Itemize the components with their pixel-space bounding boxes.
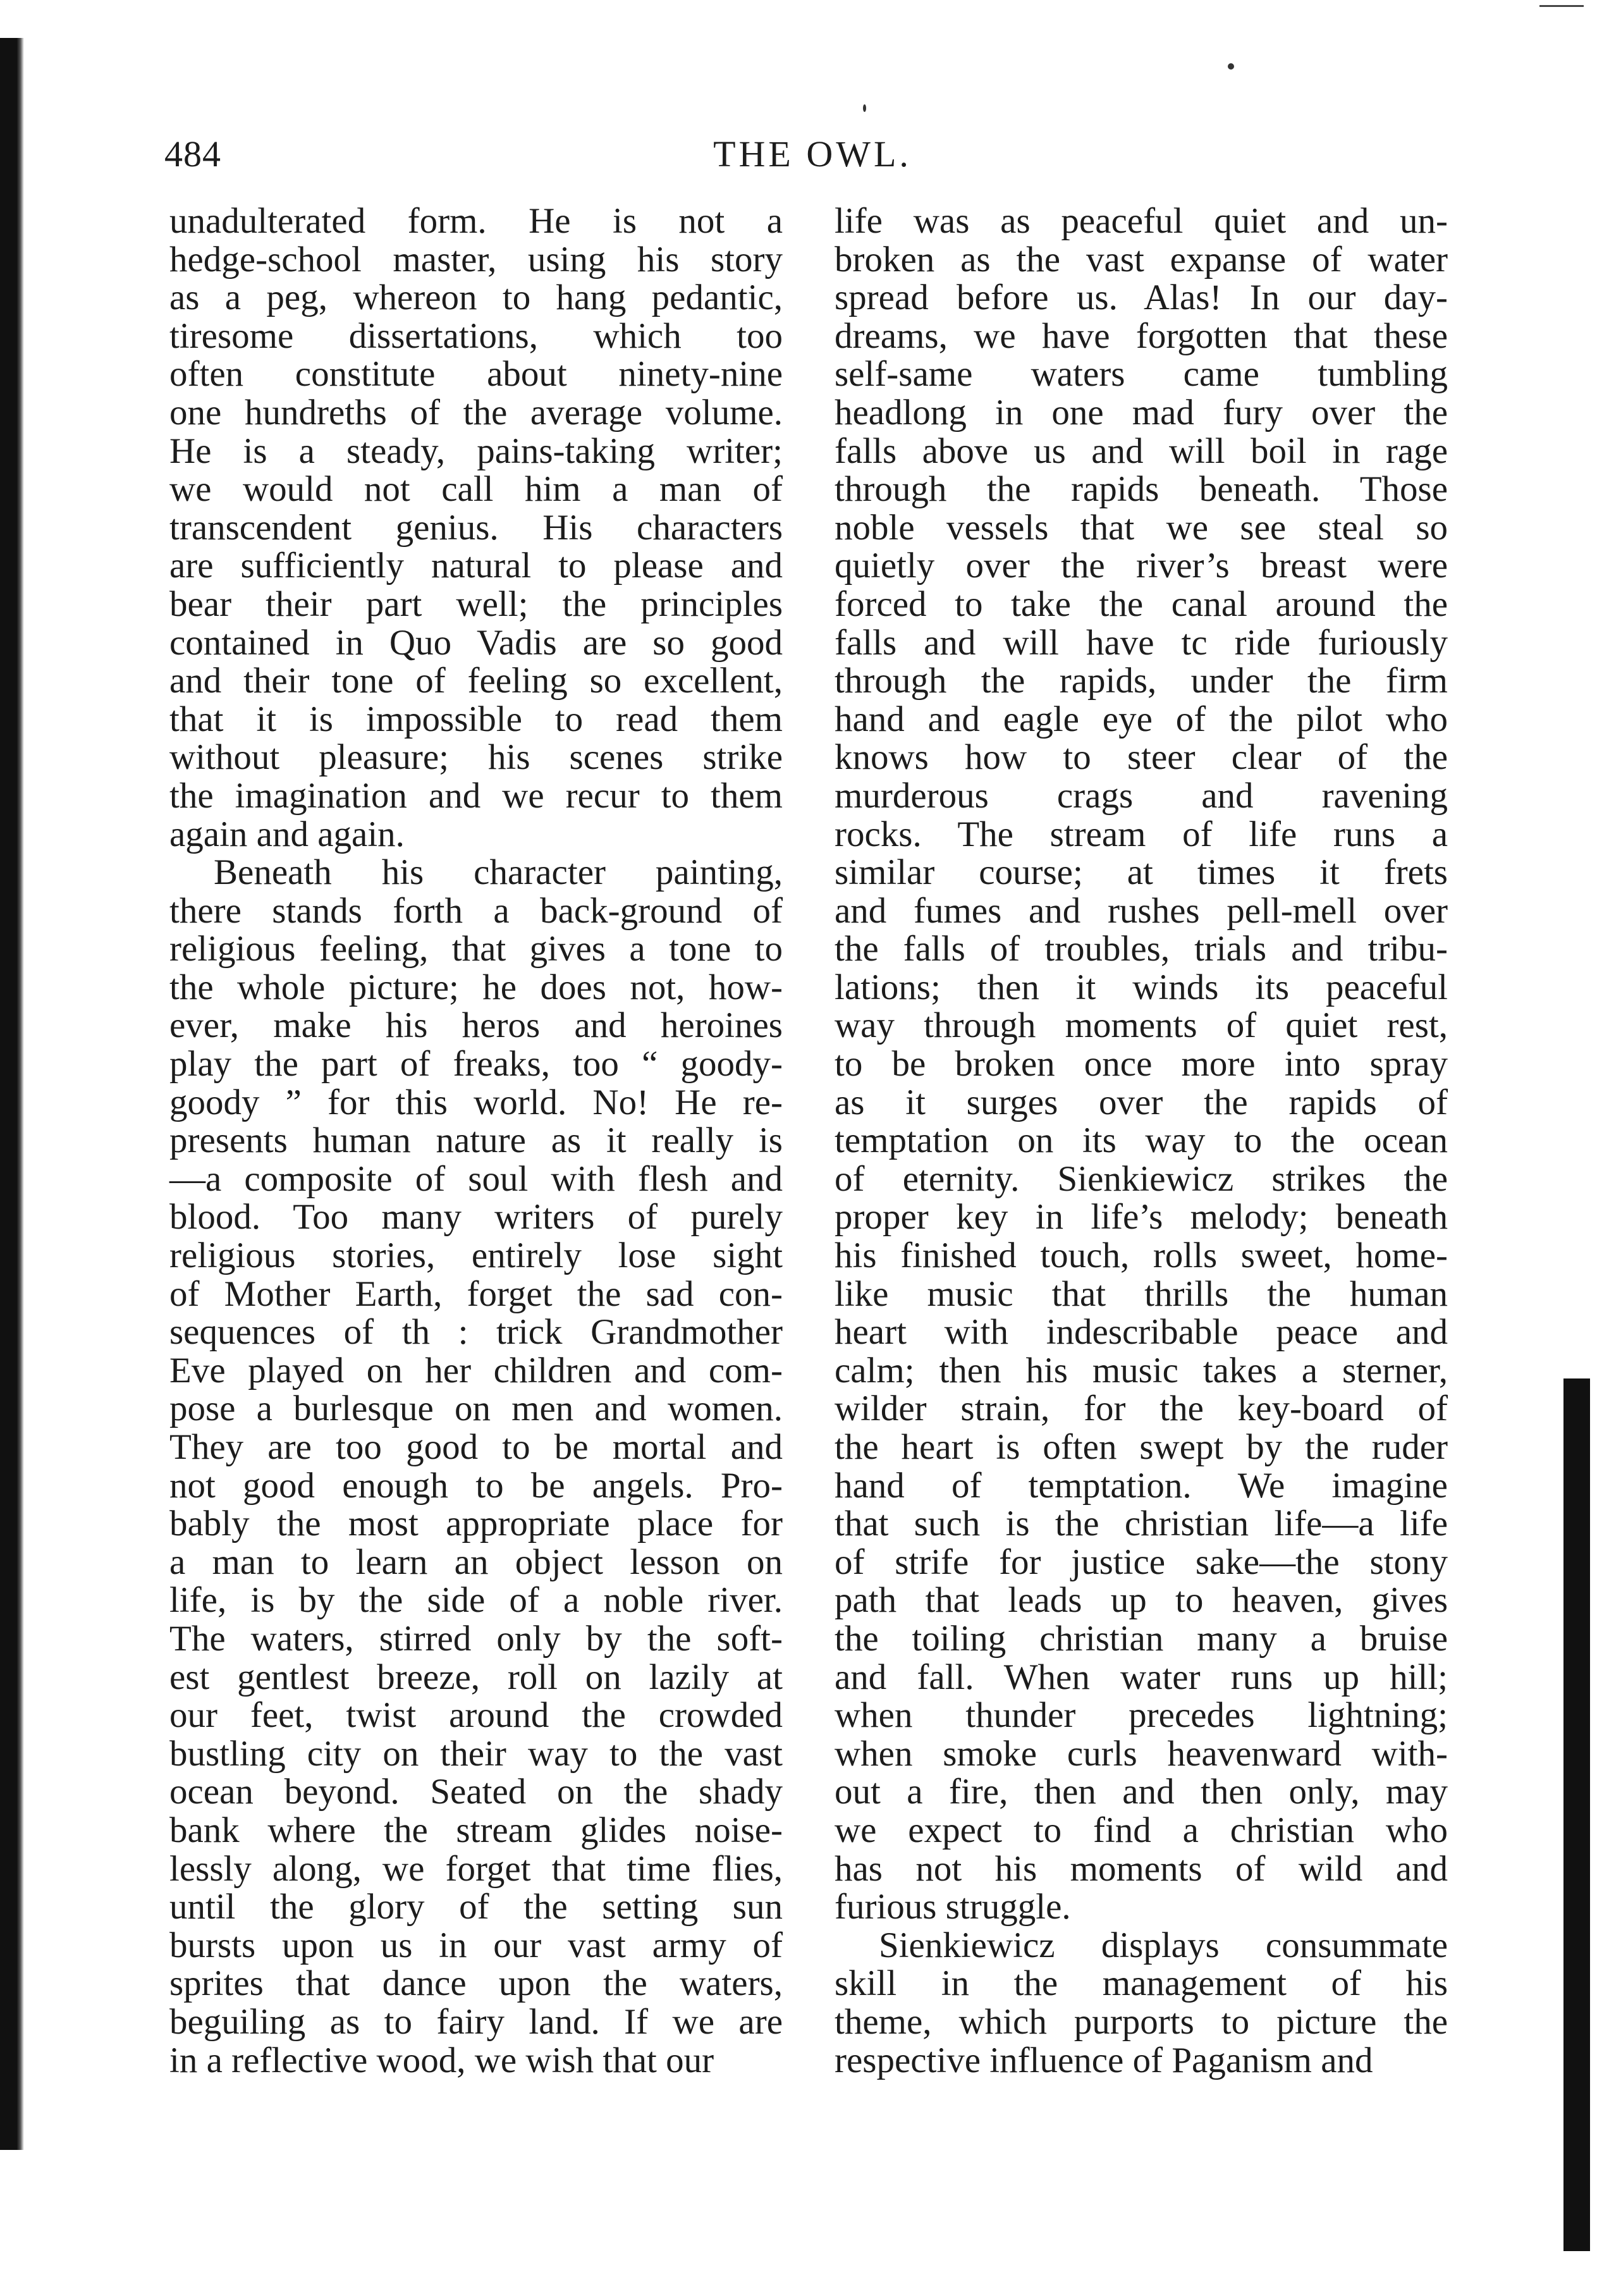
text-line: similar course; at times it frets bbox=[835, 852, 1448, 893]
text-line: of strife for justice sake—the stony bbox=[835, 1542, 1448, 1582]
text-line: and fumes and rushes pell-mell over bbox=[835, 890, 1448, 931]
text-line: proper key in life’s melody; beneath bbox=[835, 1197, 1448, 1237]
text-line: wilder strain, for the key-board of bbox=[835, 1389, 1448, 1429]
running-head: THE OWL. bbox=[713, 133, 912, 175]
text-line: sprites that dance upon the waters, bbox=[169, 1963, 783, 2004]
page-header bbox=[164, 133, 1460, 190]
text-line: broken as the vast expanse of water bbox=[835, 239, 1448, 279]
text-line: as it surges over the rapids of bbox=[835, 1082, 1448, 1122]
text-line: again and again. bbox=[169, 814, 405, 854]
text-line: sequences of th : trick Grandmother bbox=[169, 1312, 783, 1353]
text-line: there stands forth a back-ground of bbox=[169, 890, 783, 931]
text-line: dreams, we have forgotten that these bbox=[835, 316, 1448, 356]
text-line: way through moments of quiet rest, bbox=[835, 1005, 1448, 1046]
text-line: Beneath his character painting, bbox=[214, 852, 783, 893]
text-line: hand and eagle eye of the pilot who bbox=[835, 699, 1448, 739]
text-line: pose a burlesque on men and women. bbox=[169, 1389, 783, 1429]
text-line: Eve played on her children and com- bbox=[169, 1350, 783, 1390]
scan-speck bbox=[1228, 63, 1234, 70]
text-line: bably the most appropriate place for bbox=[169, 1504, 783, 1544]
text-line: our feet, twist around the crowded bbox=[169, 1695, 783, 1736]
text-line: lessly along, we forget that time flies, bbox=[169, 1848, 783, 1889]
text-line: calm; then his music takes a sterner, bbox=[835, 1350, 1448, 1390]
text-line: like music that thrills the human bbox=[835, 1274, 1448, 1314]
text-line: lations; then it winds its peaceful bbox=[835, 967, 1448, 1007]
text-line: to be broken once more into spray bbox=[835, 1044, 1448, 1084]
text-line: of Mother Earth, forget the sad con- bbox=[169, 1274, 783, 1314]
page-edge-shadow bbox=[1563, 1378, 1590, 2251]
text-line: quietly over the river’s breast were bbox=[835, 546, 1448, 586]
text-line: the falls of troubles, trials and tribu- bbox=[835, 929, 1448, 969]
text-line: one hundreths of the average volume. bbox=[169, 392, 783, 433]
text-line: heart with indescribable peace and bbox=[835, 1312, 1448, 1353]
text-line: and fall. When water runs up hill; bbox=[835, 1657, 1448, 1697]
text-line: —a composite of soul with flesh and bbox=[169, 1158, 783, 1199]
text-line: est gentlest breeze, roll on lazily at bbox=[169, 1657, 783, 1697]
text-line: when thunder precedes lightning; bbox=[835, 1695, 1448, 1736]
text-line: skill in the management of his bbox=[835, 1963, 1448, 2004]
text-line: headlong in one mad fury over the bbox=[835, 392, 1448, 433]
text-line: The waters, stirred only by the soft- bbox=[169, 1618, 783, 1659]
text-line: unadulterated form. He is not a bbox=[169, 201, 783, 241]
text-line: beguiling as to fairy land. If we are bbox=[169, 2001, 783, 2042]
text-line: religious stories, entirely lose sight bbox=[169, 1236, 783, 1276]
text-line: self-same waters came tumbling bbox=[835, 354, 1448, 395]
text-line: his finished touch, rolls sweet, home- bbox=[835, 1236, 1448, 1276]
text-line: knows how to steer clear of the bbox=[835, 737, 1448, 778]
text-line: noble vessels that we see steal so bbox=[835, 507, 1448, 548]
text-line: bustling city on their way to the vast bbox=[169, 1733, 783, 1774]
page-number: 484 bbox=[164, 133, 221, 175]
text-line: transcendent genius. His characters bbox=[169, 507, 783, 548]
binding-shadow bbox=[0, 38, 24, 2150]
text-line: play the part of freaks, too “ goody- bbox=[169, 1044, 783, 1084]
text-line: forced to take the canal around the bbox=[835, 584, 1448, 624]
text-line: through the rapids beneath. Those bbox=[835, 469, 1448, 510]
text-line: has not his moments of wild and bbox=[835, 1848, 1448, 1889]
text-line: through the rapids, under the firm bbox=[835, 661, 1448, 701]
text-line: out a fire, then and then only, may bbox=[835, 1772, 1448, 1812]
text-line: a man to learn an object lesson on bbox=[169, 1542, 783, 1582]
text-line: rocks. The stream of life runs a bbox=[835, 814, 1448, 854]
text-column-left bbox=[169, 202, 783, 2080]
text-line: are sufficiently natural to please and bbox=[169, 546, 783, 586]
text-line: respective influence of Paganism and bbox=[835, 2040, 1373, 2080]
text-line: the imagination and we recur to them bbox=[169, 775, 783, 816]
text-line: life, is by the side of a noble river. bbox=[169, 1580, 783, 1621]
text-line: that it is impossible to read them bbox=[169, 699, 783, 739]
text-line: falls and will have tc ride furiously bbox=[835, 622, 1448, 663]
text-line: ever, make his heros and heroines bbox=[169, 1005, 783, 1046]
text-line: bank where the stream glides noise- bbox=[169, 1810, 783, 1850]
text-line: life was as peaceful quiet and un- bbox=[835, 201, 1448, 241]
text-line: bursts upon us in our vast army of bbox=[169, 1925, 783, 1965]
text-line: in a reflective wood, we wish that our bbox=[169, 2040, 714, 2080]
text-line: Sienkiewicz displays consummate bbox=[879, 1925, 1448, 1965]
text-line: They are too good to be mortal and bbox=[169, 1427, 783, 1467]
text-line: the toiling christian many a bruise bbox=[835, 1618, 1448, 1659]
text-line: bear their part well; the principles bbox=[169, 584, 783, 624]
text-line: religious feeling, that gives a tone to bbox=[169, 929, 783, 969]
text-line: spread before us. Alas! In our day- bbox=[835, 278, 1448, 318]
text-line: theme, which purports to picture the bbox=[835, 2001, 1448, 2042]
text-line: of eternity. Sienkiewicz strikes the bbox=[835, 1158, 1448, 1199]
text-line: contained in Quo Vadis are so good bbox=[169, 622, 783, 663]
text-line: without pleasure; his scenes strike bbox=[169, 737, 783, 778]
text-line: we would not call him a man of bbox=[169, 469, 783, 510]
text-line: until the glory of the setting sun bbox=[169, 1887, 783, 1927]
text-line: when smoke curls heavenward with- bbox=[835, 1733, 1448, 1774]
text-line: hand of temptation. We imagine bbox=[835, 1465, 1448, 1506]
text-line: blood. Too many writers of purely bbox=[169, 1197, 783, 1237]
text-line: path that leads up to heaven, gives bbox=[835, 1580, 1448, 1621]
text-line: that such is the christian life—a life bbox=[835, 1504, 1448, 1544]
text-line: as a peg, whereon to hang pedantic, bbox=[169, 278, 783, 318]
text-line: tiresome dissertations, which too bbox=[169, 316, 783, 356]
scan-speck bbox=[863, 104, 866, 112]
text-line: ocean beyond. Seated on the shady bbox=[169, 1772, 783, 1812]
text-line: presents human nature as it really is bbox=[169, 1120, 783, 1161]
text-line: and their tone of feeling so excellent, bbox=[169, 661, 783, 701]
text-line: often constitute about ninety-nine bbox=[169, 354, 783, 395]
text-line: goody ” for this world. No! He re- bbox=[169, 1082, 783, 1122]
text-line: furious struggle. bbox=[835, 1887, 1071, 1927]
text-line: falls above us and will boil in rage bbox=[835, 431, 1448, 471]
page-edge-mark bbox=[1539, 5, 1584, 7]
text-line: temptation on its way to the ocean bbox=[835, 1120, 1448, 1161]
text-column-right bbox=[835, 202, 1448, 2080]
text-line: the heart is often swept by the ruder bbox=[835, 1427, 1448, 1467]
text-line: hedge-school master, using his story bbox=[169, 239, 783, 279]
text-line: the whole picture; he does not, how- bbox=[169, 967, 783, 1007]
text-line: we expect to find a christian who bbox=[835, 1810, 1448, 1850]
text-line: He is a steady, pains-taking writer; bbox=[169, 431, 783, 471]
text-line: not good enough to be angels. Pro- bbox=[169, 1465, 783, 1506]
text-line: murderous crags and ravening bbox=[835, 775, 1448, 816]
